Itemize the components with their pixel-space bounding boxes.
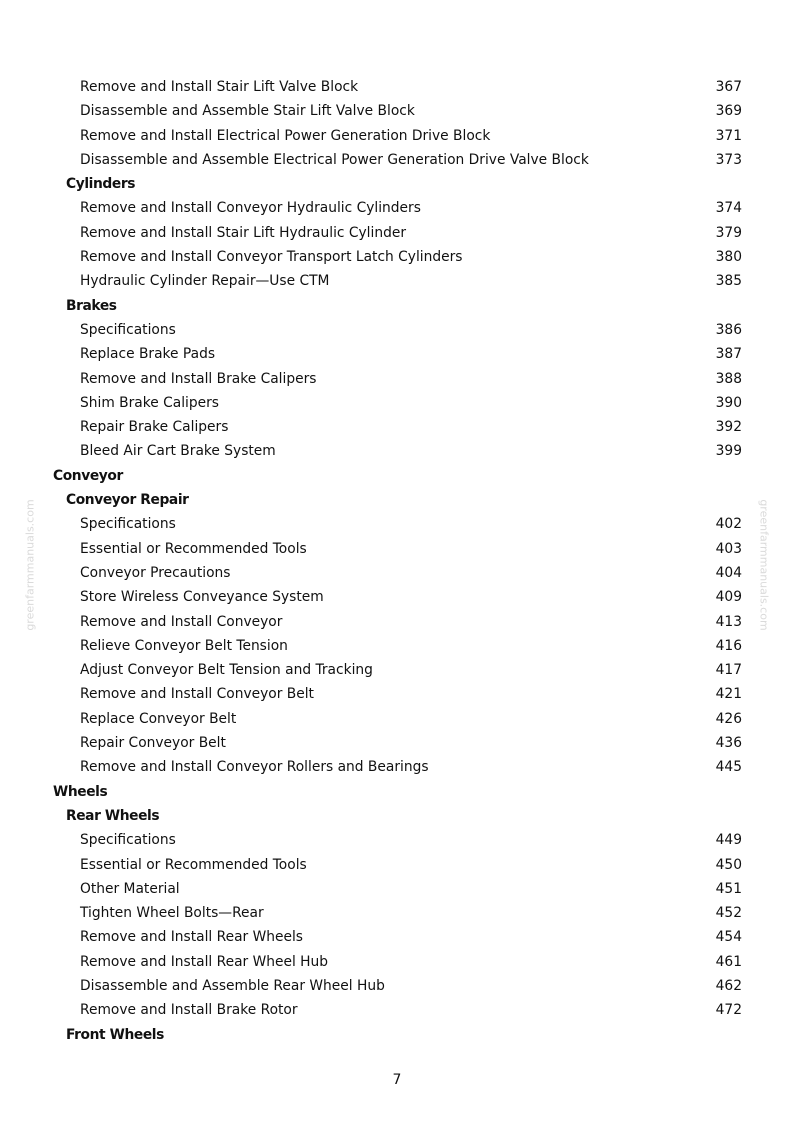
toc-entry[interactable] (0, 901, 794, 925)
toc-entry[interactable] (0, 148, 794, 172)
toc-entry[interactable] (0, 974, 794, 998)
toc-entry-title: Remove and Install Conveyor Transport Latch Cylinders (80, 249, 463, 266)
toc-entry-page: 421 (715, 686, 742, 703)
toc-entry[interactable] (0, 269, 794, 293)
toc-entry[interactable] (0, 318, 794, 342)
toc-entry[interactable] (0, 537, 794, 561)
toc-entry-title: Remove and Install Conveyor Belt (80, 686, 314, 703)
toc-entry-title: Hydraulic Cylinder Repair—Use CTM (80, 273, 330, 290)
toc-entry-page: 387 (715, 346, 742, 363)
toc-entry[interactable] (0, 512, 794, 536)
toc-entry[interactable] (0, 634, 794, 658)
toc-entry-page: 416 (715, 637, 742, 654)
toc-entry-page: 385 (715, 273, 742, 290)
toc-entry[interactable] (0, 391, 794, 415)
toc-entry-title: Relieve Conveyor Belt Tension (80, 637, 288, 654)
toc-entry[interactable] (0, 245, 794, 269)
watermark-right: greenfarmmanuals.com (757, 499, 771, 631)
toc-entry[interactable] (0, 439, 794, 463)
toc-entry[interactable] (0, 658, 794, 682)
toc-entry-page: 374 (715, 200, 742, 217)
toc-entry-page: 413 (715, 613, 742, 630)
toc-entry-page: 461 (715, 953, 742, 970)
toc-entry-title: Disassemble and Assemble Rear Wheel Hub (80, 977, 385, 994)
toc-entry-title: Remove and Install Conveyor Hydraulic Cylinders (80, 200, 421, 217)
toc-entry[interactable] (0, 950, 794, 974)
toc-entry-title: Shim Brake Calipers (80, 394, 219, 411)
toc-entry-title: Disassemble and Assemble Stair Lift Valve Block (80, 103, 415, 120)
toc-entry[interactable] (0, 221, 794, 245)
toc-entry-title: Essential or Recommended Tools (80, 856, 307, 873)
toc-entry-title: Conveyor Precautions (80, 564, 231, 581)
toc-entry-page: 417 (715, 662, 742, 679)
toc-entry[interactable] (0, 124, 794, 148)
toc-entry-title: Replace Brake Pads (80, 346, 216, 363)
toc-entry[interactable] (0, 755, 794, 779)
toc-entry-page: 399 (715, 443, 742, 460)
toc-entry-page: 452 (715, 905, 742, 922)
toc-entry-title: Rear Wheels (66, 807, 160, 824)
table-of-contents (0, 75, 794, 1047)
toc-entry-page: 388 (715, 370, 742, 387)
toc-section (0, 172, 794, 196)
toc-entry-title: Specifications (80, 321, 176, 338)
toc-entry-title: Wheels (53, 783, 108, 800)
toc-entry-page: 454 (715, 929, 742, 946)
toc-entry-title: Bleed Air Cart Brake System (80, 443, 276, 460)
toc-entry-title: Conveyor (53, 467, 123, 484)
toc-entry-title: Other Material (80, 880, 180, 897)
toc-entry[interactable] (0, 877, 794, 901)
toc-entry[interactable] (0, 196, 794, 220)
toc-entry-page: 436 (715, 735, 742, 752)
toc-entry-title: Specifications (80, 516, 176, 533)
toc-entry[interactable] (0, 925, 794, 949)
toc-entry[interactable] (0, 585, 794, 609)
toc-entry-title: Brakes (66, 297, 117, 314)
toc-entry-page: 403 (715, 540, 742, 557)
toc-entry[interactable] (0, 415, 794, 439)
toc-entry-page: 386 (715, 321, 742, 338)
toc-entry[interactable] (0, 682, 794, 706)
page-number: 7 (392, 1072, 402, 1088)
toc-entry-title: Remove and Install Stair Lift Hydraulic Cylinder (80, 224, 407, 241)
toc-section (0, 294, 794, 318)
toc-entry-page: 462 (715, 977, 742, 994)
watermark-left: greenfarmmanuals.com (23, 499, 37, 631)
toc-entry-page: 380 (715, 249, 742, 266)
toc-entry-page: 450 (715, 856, 742, 873)
toc-entry[interactable] (0, 367, 794, 391)
toc-entry-page: 404 (715, 564, 742, 581)
toc-entry-page: 409 (715, 589, 742, 606)
toc-entry-page: 392 (715, 419, 742, 436)
toc-entry-page: 472 (715, 1002, 742, 1019)
toc-entry-page: 390 (715, 394, 742, 411)
toc-chapter (0, 780, 794, 804)
toc-section (0, 488, 794, 512)
toc-entry[interactable] (0, 828, 794, 852)
toc-entry-title: Remove and Install Conveyor Rollers and Bearings (80, 759, 429, 776)
toc-entry[interactable] (0, 561, 794, 585)
toc-entry[interactable] (0, 998, 794, 1022)
toc-entry-page: 371 (715, 127, 742, 144)
toc-section (0, 804, 794, 828)
toc-entry-title: Repair Brake Calipers (80, 419, 229, 436)
toc-entry-page: 379 (715, 224, 742, 241)
toc-entry-title: Remove and Install Conveyor (80, 613, 283, 630)
toc-entry-title: Store Wireless Conveyance System (80, 589, 324, 606)
toc-chapter (0, 464, 794, 488)
toc-entry[interactable] (0, 610, 794, 634)
toc-entry-title: Remove and Install Electrical Power Generation Drive Block (80, 127, 491, 144)
toc-section (0, 1023, 794, 1047)
toc-entry[interactable] (0, 853, 794, 877)
toc-entry[interactable] (0, 707, 794, 731)
toc-entry-title: Essential or Recommended Tools (80, 540, 307, 557)
toc-entry-page: 373 (715, 151, 742, 168)
toc-entry[interactable] (0, 75, 794, 99)
toc-entry-page: 426 (715, 710, 742, 727)
toc-entry-title: Tighten Wheel Bolts—Rear (80, 905, 264, 922)
toc-entry[interactable] (0, 99, 794, 123)
toc-entry-title: Conveyor Repair (66, 492, 189, 509)
toc-entry-page: 402 (715, 516, 742, 533)
toc-entry-title: Remove and Install Brake Calipers (80, 370, 317, 387)
toc-entry-page: 367 (715, 79, 742, 95)
toc-entry-page: 445 (715, 759, 742, 776)
toc-entry-title: Cylinders (66, 176, 136, 193)
toc-entry-title: Remove and Install Rear Wheels (80, 929, 303, 946)
toc-entry-page: 449 (715, 832, 742, 849)
toc-entry-page: 451 (715, 880, 742, 897)
toc-entry-title: Adjust Conveyor Belt Tension and Tracking (80, 662, 373, 679)
toc-entry-title: Disassemble and Assemble Electrical Power Generation Drive Valve Block (80, 151, 589, 168)
toc-entry-title: Remove and Install Stair Lift Valve Block (80, 79, 359, 95)
toc-entry[interactable] (0, 731, 794, 755)
toc-entry-page: 369 (715, 103, 742, 120)
toc-entry-title: Remove and Install Brake Rotor (80, 1002, 298, 1019)
toc-entry-title: Repair Conveyor Belt (80, 735, 226, 752)
toc-entry-title: Specifications (80, 832, 176, 849)
toc-entry[interactable] (0, 342, 794, 366)
toc-entry-title: Remove and Install Rear Wheel Hub (80, 953, 329, 970)
toc-entry-title: Front Wheels (66, 1026, 164, 1043)
toc-entry-title: Replace Conveyor Belt (80, 710, 237, 727)
